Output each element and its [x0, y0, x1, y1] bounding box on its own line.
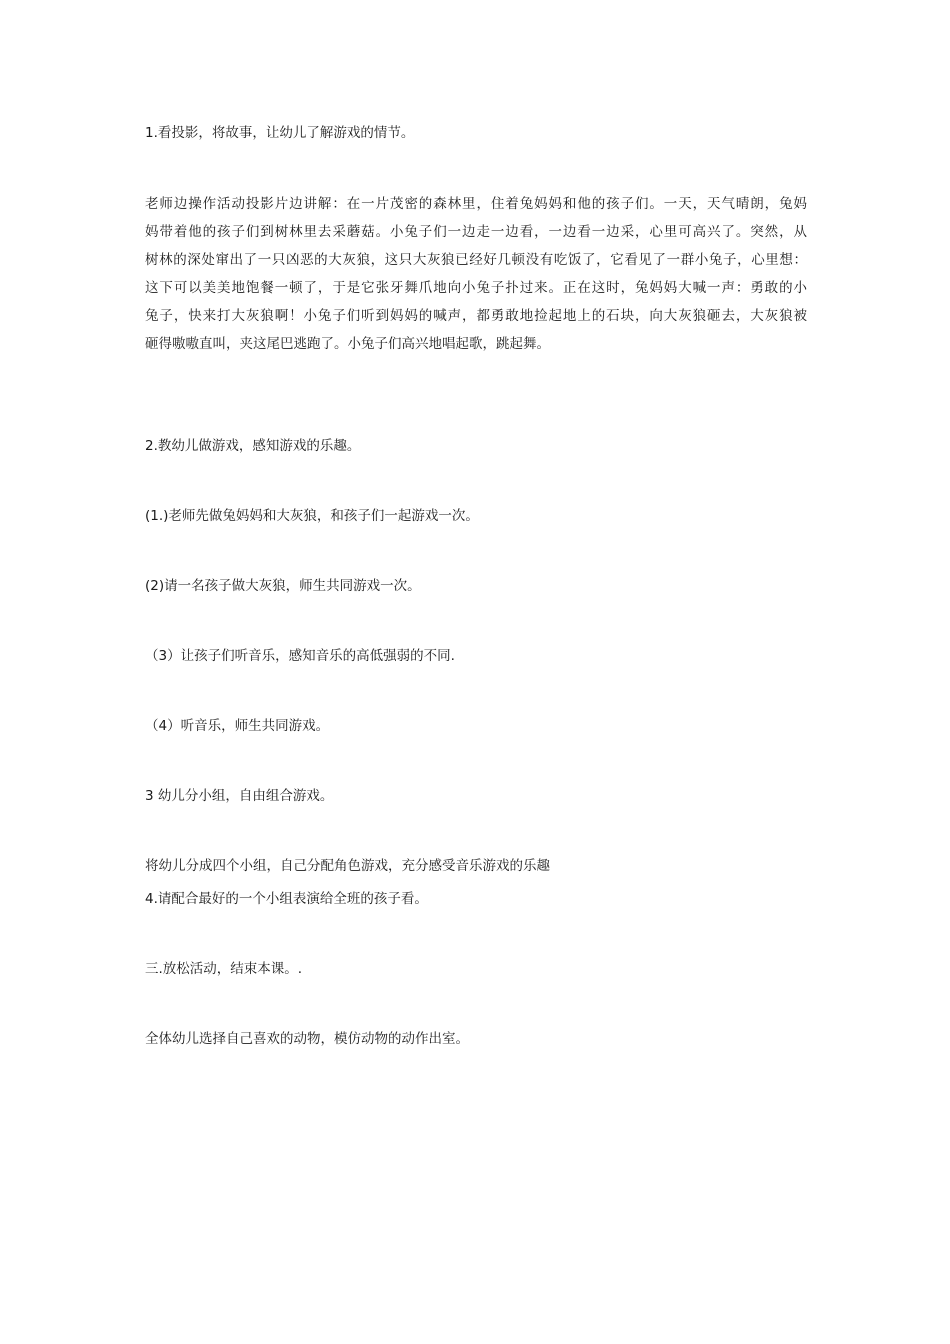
step-4-heading: 4.请配合最好的一个小组表演给全班的孩子看。	[145, 891, 428, 907]
story-line: 妈带着他的孩子们到树林里去采蘑菇。小兔子们一边走一边看，一边看一边采，心里可高兴了。突然，从	[145, 224, 807, 240]
story-line: 这下可以美美地饱餐一顿了，于是它张牙舞爪地向小兔子扑过来。正在这时，兔妈妈大喊一声：勇敢的小	[145, 280, 807, 296]
substep-4: （4）听音乐，师生共同游戏。	[145, 718, 330, 734]
section-3-heading: 三.放松活动，结束本课。.	[145, 961, 303, 977]
substep-3: （3）让孩子们听音乐，感知音乐的高低强弱的不同.	[145, 648, 455, 664]
substep-2: (2)请一名孩子做大灰狼，师生共同游戏一次。	[145, 578, 421, 594]
substep-1: (1.)老师先做兔妈妈和大灰狼，和孩子们一起游戏一次。	[145, 508, 479, 524]
section-3-body: 全体幼儿选择自己喜欢的动物，模仿动物的动作出室。	[145, 1031, 469, 1047]
story-line: 砸得嗷嗷直叫，夹这尾巴逃跑了。小兔子们高兴地唱起歌，跳起舞。	[145, 336, 550, 352]
step-2-heading: 2.教幼儿做游戏，感知游戏的乐趣。	[145, 438, 361, 454]
step-1-heading: 1.看投影，将故事，让幼儿了解游戏的情节。	[145, 125, 415, 141]
story-line: 树林的深处窜出了一只凶恶的大灰狼，这只大灰狼已经好几顿没有吃饭了，它看见了一群小兔子，心里想：	[145, 252, 807, 268]
story-line: 兔子，快来打大灰狼啊！小兔子们听到妈妈的喊声，都勇敢地捡起地上的石块，向大灰狼砸去，大灰狼被	[145, 308, 807, 324]
story-paragraph	[145, 190, 807, 358]
step-3-heading: 3 幼儿分小组，自由组合游戏。	[145, 788, 334, 804]
step-3-body: 将幼儿分成四个小组，自己分配角色游戏，充分感受音乐游戏的乐趣	[145, 858, 550, 874]
story-line: 老师边操作活动投影片边讲解：在一片茂密的森林里，住着兔妈妈和他的孩子们。一天，天气晴朗，兔妈	[145, 196, 807, 212]
